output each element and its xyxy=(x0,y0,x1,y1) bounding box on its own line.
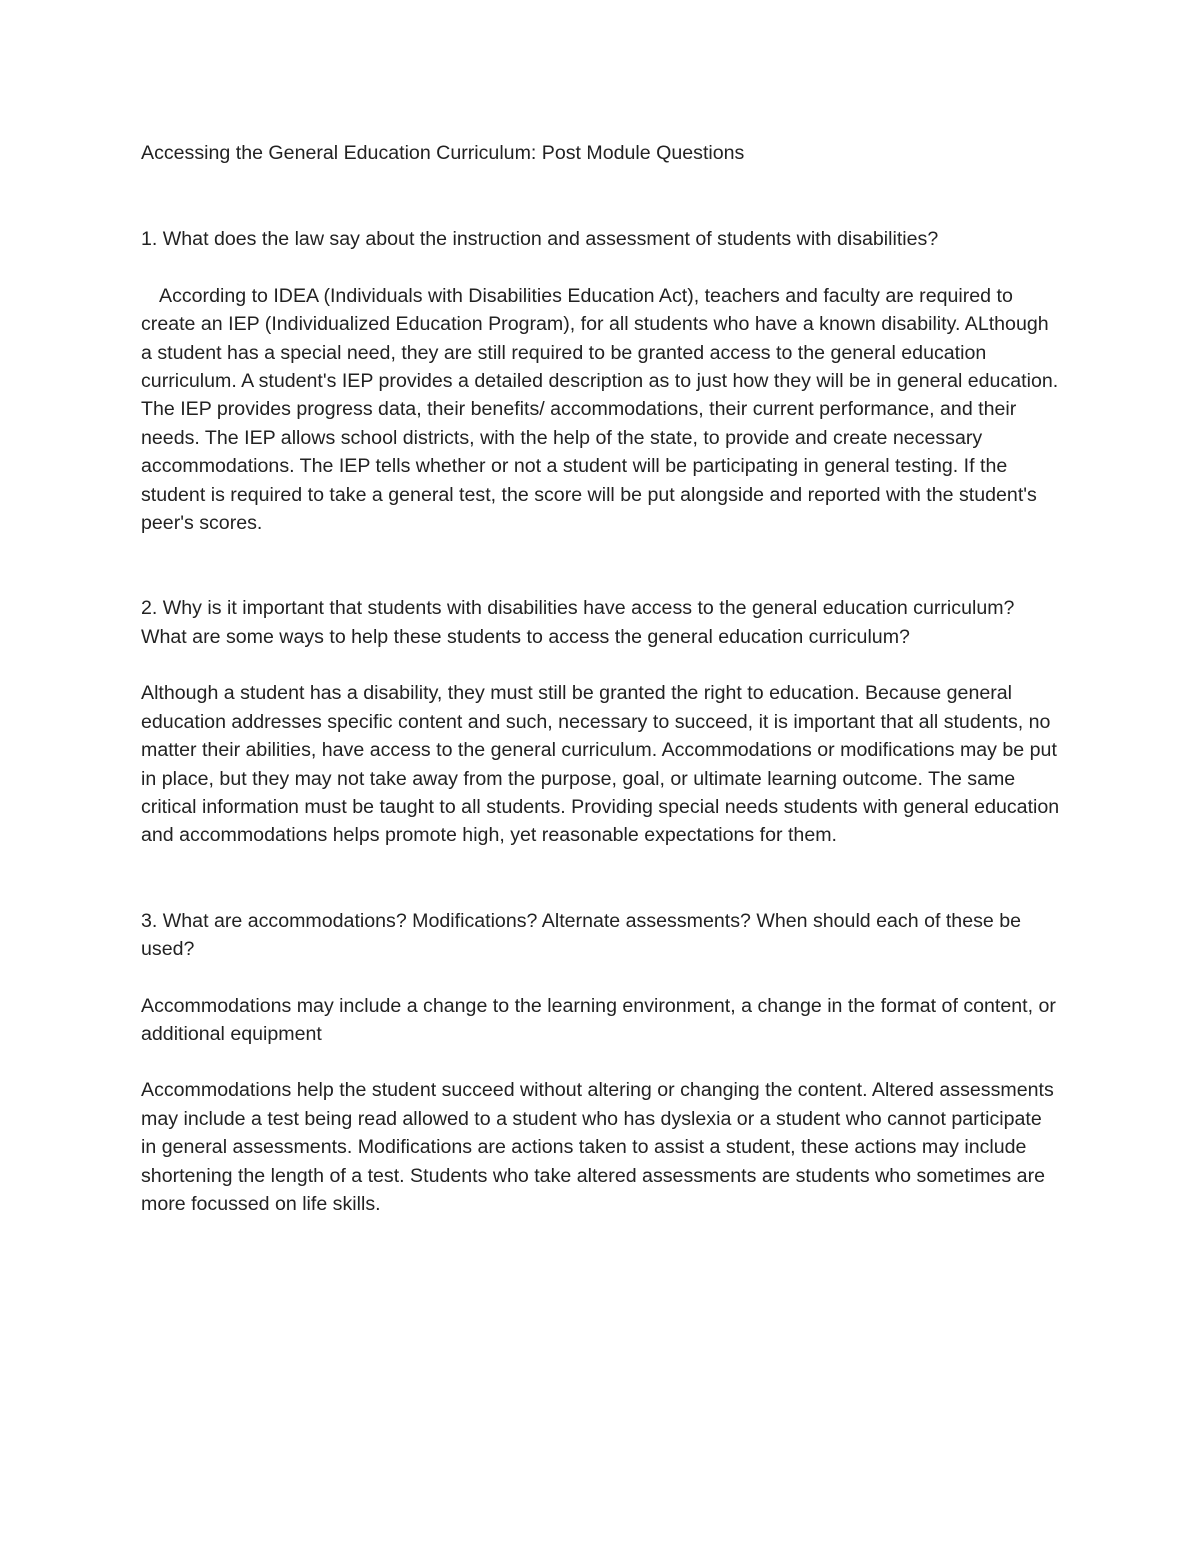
question-1: 1. What does the law say about the instruction and assessment of students with disabilities? xyxy=(141,228,939,251)
document-title: Accessing the General Education Curriculum: Post Module Questions xyxy=(141,142,745,164)
question-3: 3. What are accommodations? Modifications? Alternate assessments? When should each of these be used? xyxy=(141,909,1022,961)
answer-1: According to IDEA (Individuals with Disabilities Education Act), teachers and faculty are required to create an IEP (Individualized Education Program), for all students who have a known disability. ALthough a student has a special need, they are still required to be granted access to the general education curriculum. A student's IEP provides a detailed description as to just how they will be in general education. The IEP provides progress data, their benefits/ accommodations, their current performance, and their needs. The IEP allows school districts, with the help of the state, to provide and create necessary accommodations. The IEP tells whether or not a student will be participating in general testing. If the student is required to take a general test, the score will be put alongside and reported with the student's peer's scores. xyxy=(141,284,1059,535)
question-2: 2. Why is it important that students with disabilities have access to the general education curriculum? What are some ways to help these students to access the general education curriculum? xyxy=(141,597,1015,648)
answer-2: Although a student has a disability, they must still be granted the right to education. Because general education addresses specific content and such, necessary to succeed, it is important that all students, no matter their abilities, have access to the general curriculum. Accommodations or modifications may be put in place, but they may not take away from the purpose, goal, or ultimate learning outcome. The same critical information must be taught to all students. Providing special needs students with general education and accommodations helps promote high, yet reasonable expectations for them. xyxy=(141,682,1060,847)
document-body xyxy=(141,139,1061,1218)
answer-3-paragraph-1: Accommodations may include a change to the learning environment, a change in the format of content, or additional equipment xyxy=(141,994,1056,1045)
answer-3-paragraph-2: Accommodations help the student succeed without altering or changing the content. Altered assessments may include a test being read allowed to a student who has dyslexia or a student who cannot participate in general assessments. Modifications are actions taken to assist a student, these actions may include shortening the length of a test. Students who take altered assessments are students who sometimes are more focussed on life skills. xyxy=(141,1079,1054,1215)
